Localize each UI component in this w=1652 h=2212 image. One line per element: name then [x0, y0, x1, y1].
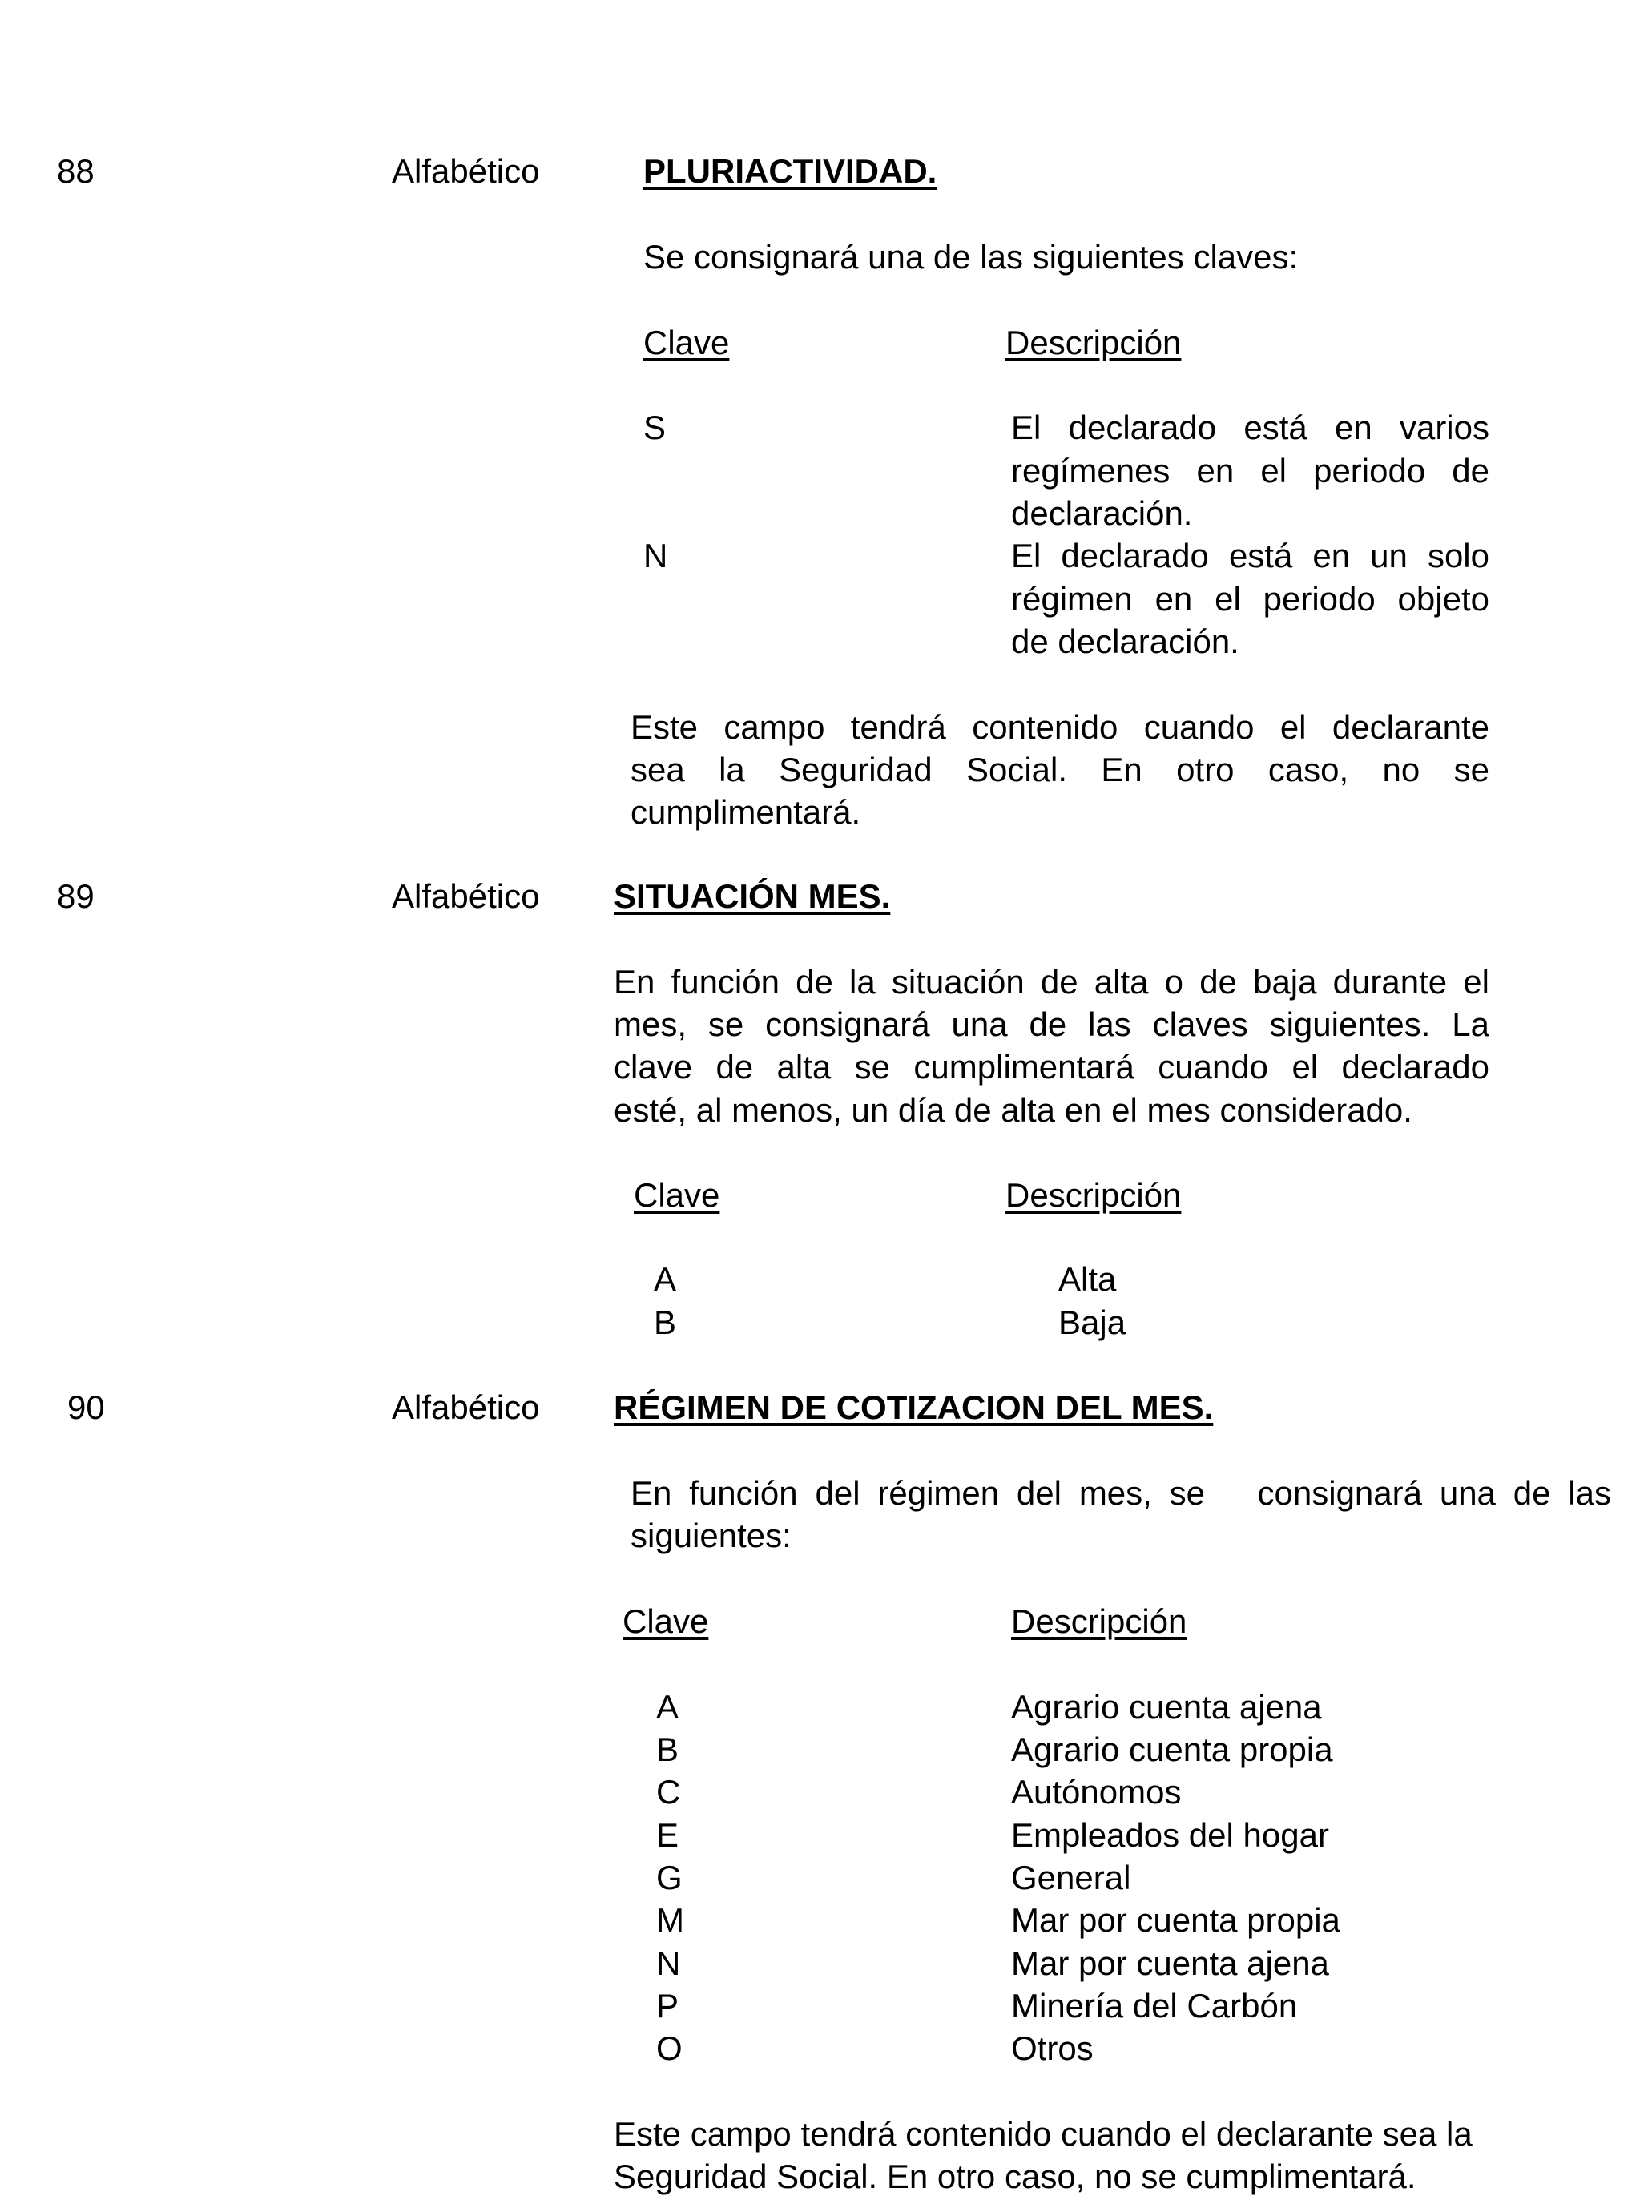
clave-code: E	[656, 1816, 679, 1854]
clave-description: de declaración.	[1011, 623, 1239, 660]
field-number: 88	[57, 152, 95, 190]
column-header-clave: Clave	[634, 1176, 720, 1214]
field-note: Este campo tendrá contenido cuando el declarante sea la	[614, 2115, 1473, 2153]
clave-description: El declarado está en un solo	[1011, 537, 1489, 574]
clave-code: G	[656, 1859, 683, 1896]
clave-code: S	[643, 409, 667, 446]
field-type: Alfabético	[392, 1388, 540, 1426]
clave-description: régimen en el periodo objeto	[1011, 580, 1489, 618]
field-note: Este campo tendrá contenido cuando el declarante	[631, 708, 1489, 746]
column-header-descripcion: Descripción	[1005, 324, 1182, 361]
clave-description: Autónomos	[1011, 1773, 1182, 1811]
clave-description: Empleados del hogar	[1011, 1816, 1329, 1854]
clave-description: Minería del Carbón	[1011, 1987, 1298, 2025]
column-header-clave: Clave	[623, 1602, 709, 1640]
field-note: Seguridad Social. En otro caso, no se cumplimentará.	[614, 2158, 1416, 2195]
clave-description: El declarado está en varios	[1011, 409, 1489, 446]
clave-description: Agrario cuenta propia	[1011, 1731, 1333, 1768]
field-note: sea la Seguridad Social. En otro caso, no se	[631, 751, 1489, 788]
column-header-descripcion: Descripción	[1011, 1602, 1187, 1640]
field-title: RÉGIMEN DE COTIZACION DEL MES.	[614, 1388, 1214, 1426]
clave-code: A	[656, 1688, 679, 1726]
clave-description: Agrario cuenta ajena	[1011, 1688, 1322, 1726]
field-number: 89	[57, 877, 95, 915]
field-intro: En función del régimen del mes, se consignará una de las	[631, 1474, 1611, 1512]
clave-description: Baja	[1058, 1303, 1126, 1341]
field-note: cumplimentará.	[631, 793, 861, 831]
clave-code: M	[656, 1901, 684, 1939]
field-intro: clave de alta se cumplimentará cuando el declarado	[614, 1048, 1489, 1086]
clave-code: B	[656, 1731, 679, 1768]
field-intro: esté, al menos, un día de alta en el mes considerado.	[614, 1091, 1412, 1129]
field-intro: Se consignará una de las siguientes claves:	[643, 238, 1299, 276]
field-intro: mes, se consignará una de las claves siguientes. La	[614, 1005, 1489, 1043]
column-header-clave: Clave	[643, 324, 730, 361]
clave-description: Alta	[1058, 1260, 1117, 1298]
clave-code: B	[654, 1303, 677, 1341]
clave-code: N	[643, 537, 668, 574]
field-number: 90	[67, 1388, 105, 1426]
clave-code: O	[656, 2029, 683, 2067]
clave-code: C	[656, 1773, 681, 1811]
clave-code: P	[656, 1987, 679, 2025]
clave-description: Mar por cuenta ajena	[1011, 1944, 1329, 1982]
field-type: Alfabético	[392, 877, 540, 915]
field-intro: siguientes:	[631, 1517, 792, 1554]
clave-description: regímenes en el periodo de	[1011, 452, 1489, 490]
clave-description: declaración.	[1011, 494, 1193, 532]
clave-code: A	[654, 1260, 677, 1298]
field-intro: En función de la situación de alta o de baja durante el	[614, 963, 1489, 1001]
clave-description: Otros	[1011, 2029, 1094, 2067]
clave-description: Mar por cuenta propia	[1011, 1901, 1340, 1939]
clave-code: N	[656, 1944, 681, 1982]
column-header-descripcion: Descripción	[1005, 1176, 1182, 1214]
clave-description: General	[1011, 1859, 1131, 1896]
field-title: PLURIACTIVIDAD.	[643, 152, 937, 190]
field-title: SITUACIÓN MES.	[614, 877, 891, 915]
field-type: Alfabético	[392, 152, 540, 190]
